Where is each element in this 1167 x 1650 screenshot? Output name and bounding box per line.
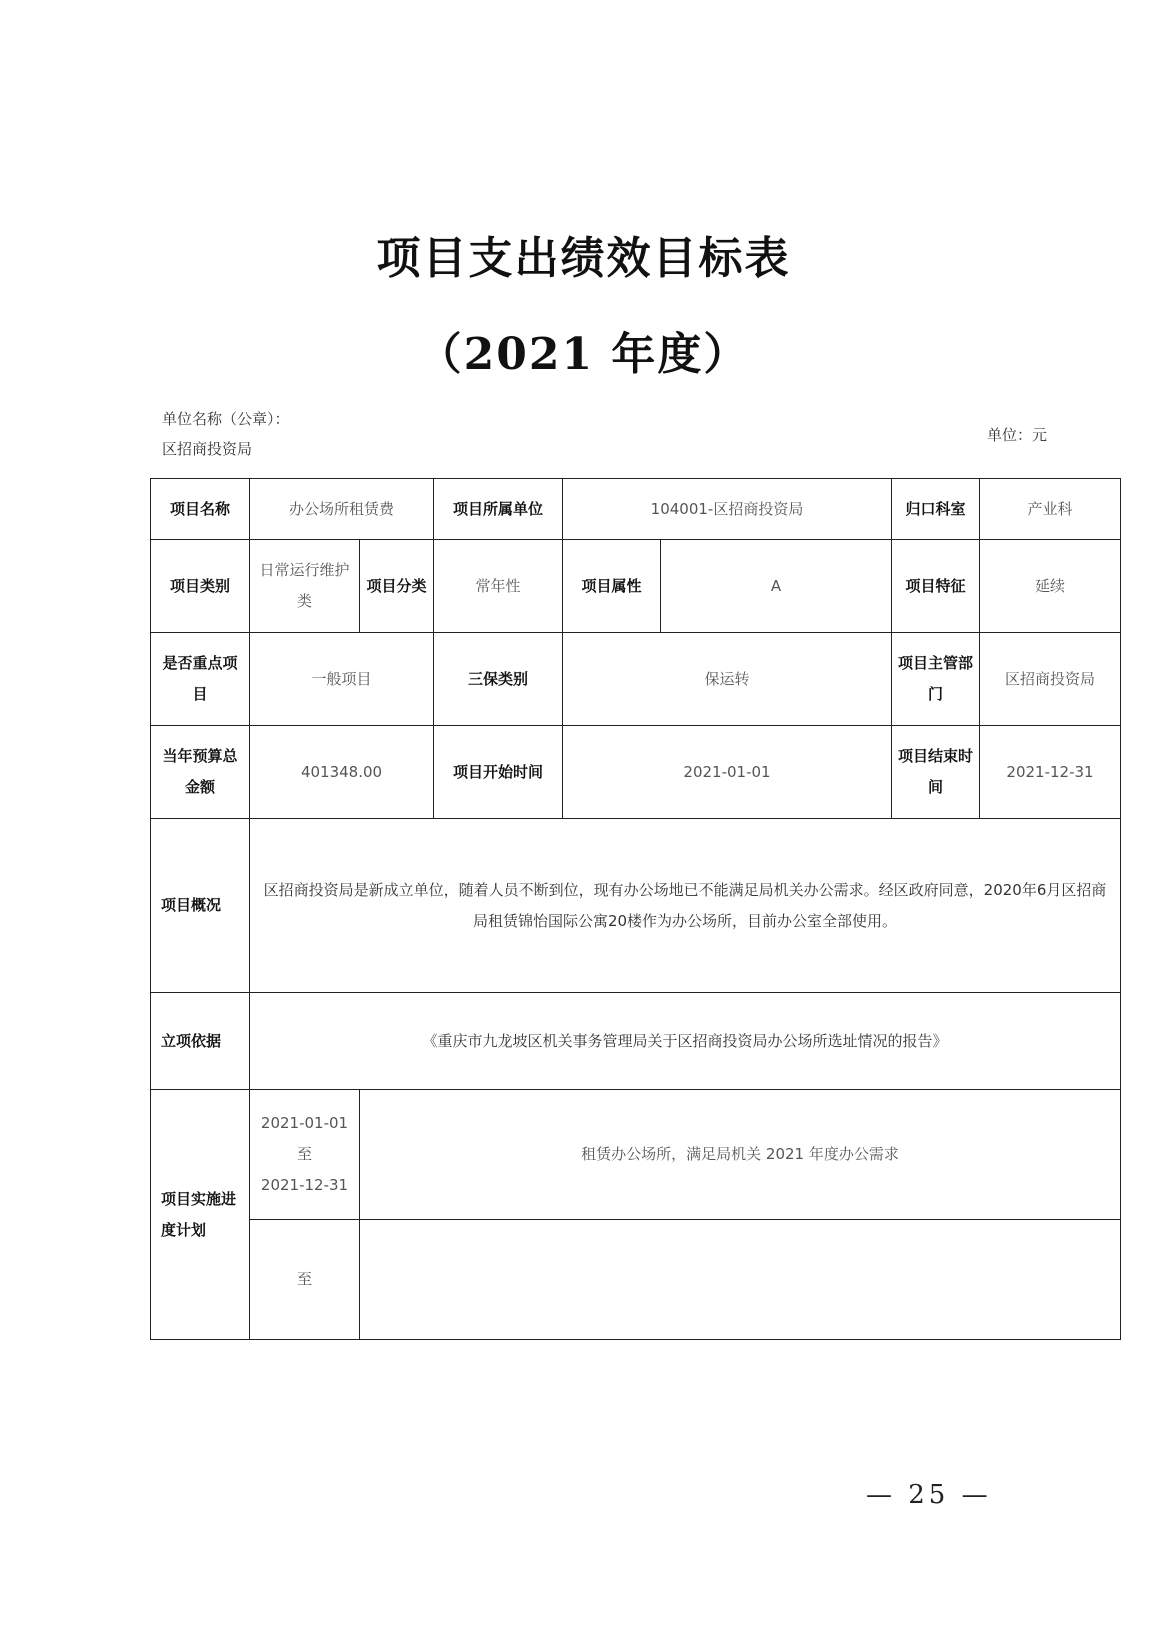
supervisor-label: 项目主管部门 [892,633,980,726]
unit-name-value: 区招商投资局 [162,440,253,458]
sanbao-label: 三保类别 [434,633,563,726]
dept-value: 产业科 [980,479,1121,540]
dept-label: 归口科室 [892,479,980,540]
schedule-sep: 至 [296,1145,312,1163]
table-row [151,993,1121,1090]
performance-target-table [150,478,1121,1340]
currency-unit: 单位：元 [986,426,1047,444]
classification-label: 项目分类 [360,540,434,633]
category-label: 项目类别 [151,540,250,633]
feature-label: 项目特征 [892,540,980,633]
basis-text: 《重庆市九龙坡区机关事务管理局关于区招商投资局办公场所选址情况的报告》 [250,993,1121,1090]
table-row [151,540,1121,633]
schedule-sep: 至 [296,1270,312,1288]
document-subtitle: （2021 年度） [417,329,750,380]
document-title: 项目支出绩效目标表 [376,233,791,284]
attribute-label: 项目属性 [563,540,661,633]
owner-unit-label: 项目所属单位 [434,479,563,540]
table-row [151,819,1121,993]
end-label: 项目结束时间 [892,726,980,819]
feature-value: 延续 [980,540,1121,633]
budget-value: 401348.00 [250,726,434,819]
budget-label: 当年预算总金额 [151,726,250,819]
schedule-from: 2021-01-01 [260,1114,349,1132]
schedule-period [250,1220,360,1340]
table-row [151,1090,1121,1220]
overview-label: 项目概况 [151,819,250,993]
schedule-period [250,1090,360,1220]
schedule-to: 2021-12-31 [260,1176,349,1194]
table-row [151,633,1121,726]
project-name-value: 办公场所租赁费 [250,479,434,540]
supervisor-value: 区招商投资局 [980,633,1121,726]
key-project-label: 是否重点项目 [151,633,250,726]
owner-unit-value: 104001-区招商投资局 [563,479,892,540]
project-name-label: 项目名称 [151,479,250,540]
schedule-label: 项目实施进度计划 [151,1090,250,1340]
attribute-value: A [661,540,892,633]
end-value: 2021-12-31 [980,726,1121,819]
basis-label: 立项依据 [151,993,250,1090]
key-project-value: 一般项目 [250,633,434,726]
schedule-content: 租赁办公场所，满足局机关 2021 年度办公需求 [360,1090,1121,1220]
classification-value: 常年性 [434,540,563,633]
page-number: — 25 — [866,1480,992,1510]
start-value: 2021-01-01 [563,726,892,819]
table-row [151,1220,1121,1340]
overview-text: 区招商投资局是新成立单位，随着人员不断到位，现有办公场地已不能满足局机关办公需求。经区政府同意，2020年6月区招商局租赁锦怡国际公寓20楼作为办公场所，目前办公室全部使用。 [250,819,1121,993]
start-label: 项目开始时间 [434,726,563,819]
schedule-content [360,1220,1121,1340]
category-value: 日常运行维护类 [250,540,360,633]
table-row [151,726,1121,819]
unit-name-label: 单位名称（公章）： [162,410,290,428]
sanbao-value: 保运转 [563,633,892,726]
table-row [151,479,1121,540]
